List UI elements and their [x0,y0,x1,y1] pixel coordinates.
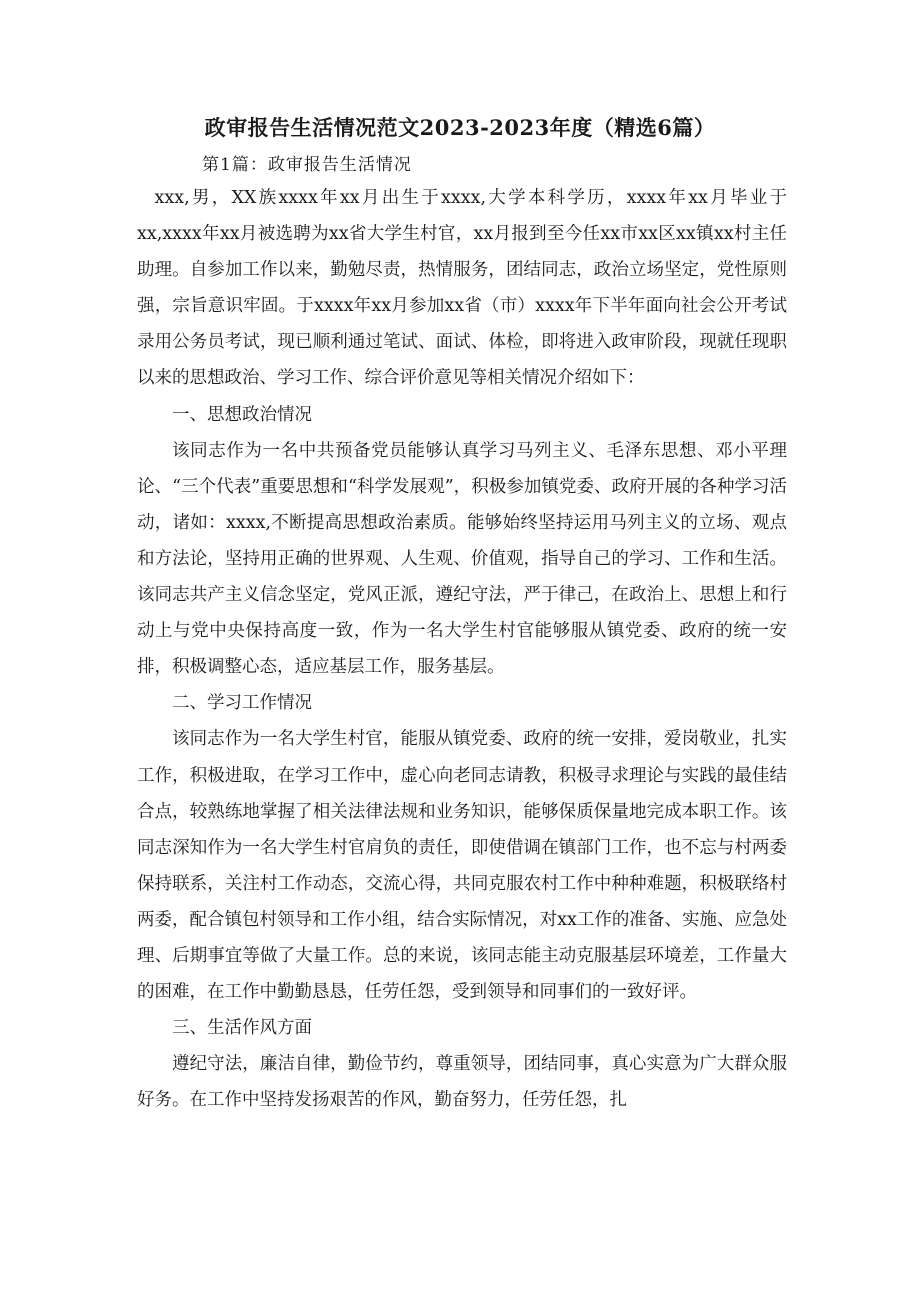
political-paragraph: 该同志作为一名中共预备党员能够认真学习马列主义、毛泽东思想、邓小平理论、“三个代表”重要思想和“科学发展观”，积极参加镇党委、政府开展的各种学习活动，诸如：xxxx,不断提高思想政治素质。能够始终坚持运用马列主义的立场、观点和方法论，坚持用正确的世界观、人生观、价值观，指导自己的学习、工作和生活。该同志共产主义信念坚定，党风正派，遵纪守法，严于律己，在政治上、思想上和行动上与党中央保持高度一致，作为一名大学生村官能够服从镇党委、政府的统一安排，积极调整心态，适应基层工作，服务基层。 [137,440,787,678]
document-body [137,180,787,1118]
section-heading-life-style: 三、生活作风方面 [172,1018,312,1039]
intro-paragraph: xxx,男，XX族xxxx年xx月出生于xxxx,大学本科学历，xxxx年xx月毕业于xx,xxxx年xx月被选聘为xx省大学生村官，xx月报到至今任xx市xx区xx镇xx村主任助理。自参加工作以来，勤勉尽责，热情服务，团结同志，政治立场坚定，党性原则强，宗旨意识牢固。于xxxx年xx月参加xx省（市）xxxx年下半年面向社会公开考试录用公务员考试，现已顺利通过笔试、面试、体检，即将进入政审阶段，现就任现职以来的思想政治、学习工作、综合评价意见等相关情况介绍如下： [137,188,787,389]
section-heading-study-work: 二、学习工作情况 [172,693,312,714]
document-title: 政审报告生活情况范文2023-2023年度（精选6篇） [204,115,716,140]
life-style-paragraph: 遵纪守法，廉洁自律，勤俭节约，尊重领导，团结同事，真心实意为广大群众服好务。在工作中坚持发扬艰苦的作风，勤奋努力，任劳任怨，扎 [137,1054,787,1111]
article-heading: 第1篇：政审报告生活情况 [202,155,412,175]
study-work-paragraph: 该同志作为一名大学生村官，能服从镇党委、政府的统一安排，爱岗敬业，扎实工作，积极进取，在学习工作中，虚心向老同志请教，积极寻求理论与实践的最佳结合点，较熟练地掌握了相关法律法规和业务知识，能够保质保量地完成本职工作。该同志深知作为一名大学生村官肩负的责任，即使借调在镇部门工作，也不忘与村两委保持联系，关注村工作动态，交流心得，共同克服农村工作中种种难题，积极联络村两委，配合镇包村领导和工作小组，结合实际情况，对xx工作的准备、实施、应急处理、后期事宜等做了大量工作。总的来说，该同志能主动克服基层环境差，工作量大的困难，在工作中勤勤恳恳，任劳任怨，受到领导和同事们的一致好评。 [137,729,787,1003]
section-heading-political: 一、思想政治情况 [172,404,312,425]
